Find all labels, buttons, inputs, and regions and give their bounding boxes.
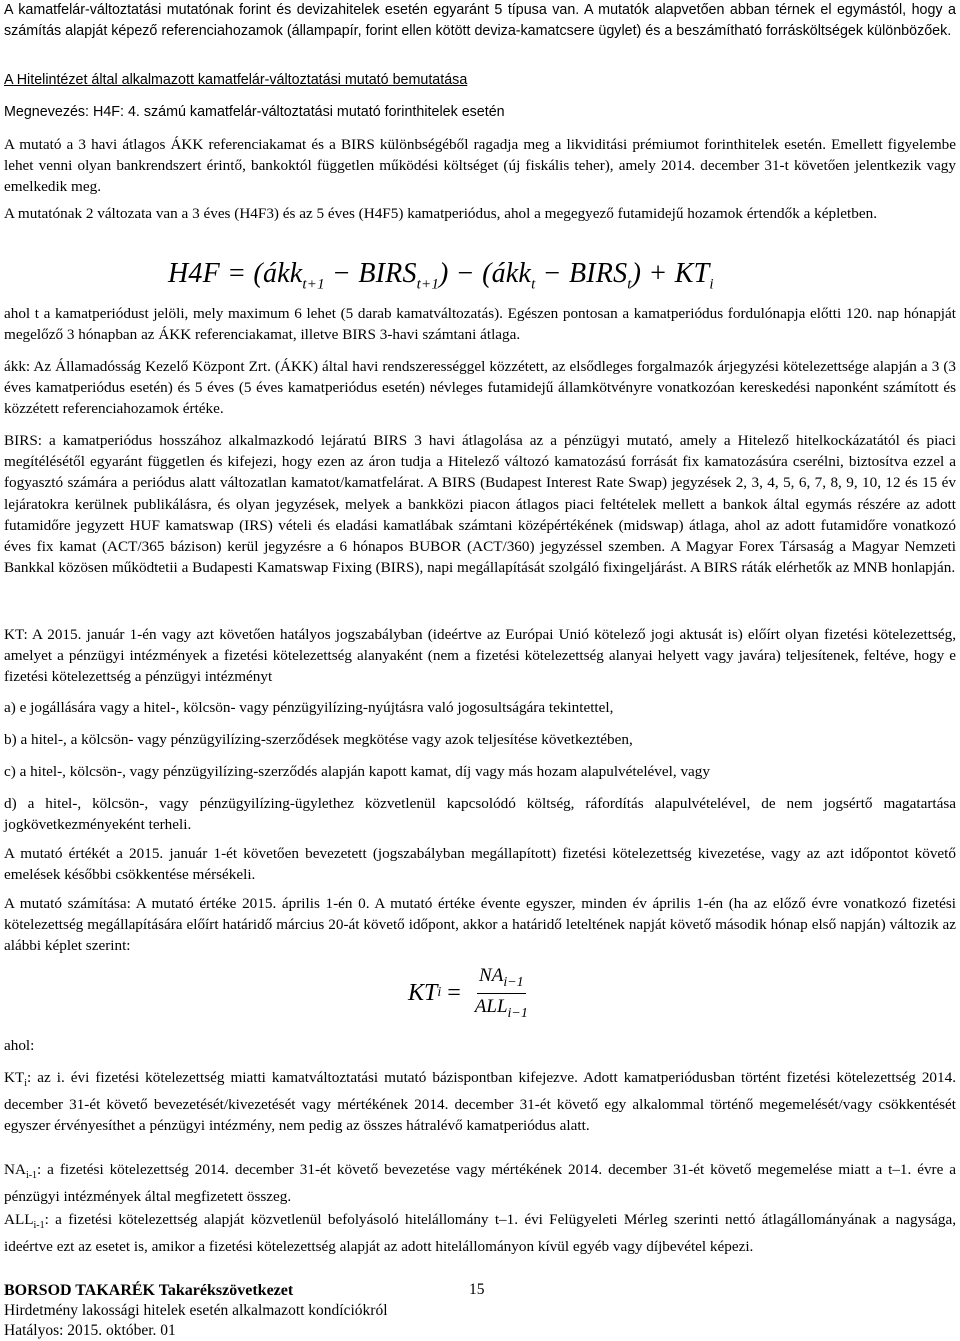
where-label: ahol:	[4, 1037, 35, 1054]
paragraph-period: ahol t a kamatperiódust jelöli, mely maximum 6 lehet (5 darab kamatváltozatás). Egészen pontosan a kamatperiódus fordulónapja előtti 120. nap hónapját megelőző 3 hónapban az ÁKK referenciakamat, illetve BIRS 3-havi számtani átlaga.	[4, 305, 956, 344]
paragraph-akk: ákk: Az Államadósság Kezelő Központ Zrt. (ÁKK) által havi rendszerességgel közzétett, az elsődleges forgalmazók árjegyzési kötelezettsége alapján a 3 (3 éves kamatperiódus esetén) és 5 éves (5 éves kamatperiódus esetén) névleges futamidejű államkötvényre vonatkozóan kereskedési naponként számított és közzétett referenciahozamok értéke.	[4, 358, 956, 418]
kt-formula: KT i = $\frac{NA_{i-1}}{ALL_{i-1}}$	[408, 965, 528, 1021]
list-item-a: a) e jogállására vagy a hitel-, kölcsön- vagy pénzügyilízing-nyújtásra való jogosultságára tekintettel,	[4, 699, 614, 716]
paragraph-variants: A mutatónak 2 változata van a 3 éves (H4F3) és az 5 éves (H4F5) kamatperiódus, ahol a megegyező futamidejű hozamok értendők a képletben.	[4, 205, 877, 222]
paragraph-kt: KT: A 2015. január 1-én vagy azt követően hatályos jogszabályban (ideértve az Európai Unió kötelező jogi aktusát is) előírt olyan fizetési kötelezettség, amelyet a pénzügyi intézmények a fizetési kötelezettség alanyaként (nem a fizetési kötelezettség alanyai helyett vagy javára) teljesítenek, feltéve, hogy e fizetési kötelezettség a pénzügyi intézményt	[4, 626, 956, 686]
list-item-b: b) a hitel-, a kölcsön- vagy pénzügyilízing-szerződések megkötése vagy azok teljesítése következtében,	[4, 731, 633, 748]
kt-fraction: $\frac{NA_{i-1}}{ALL_{i-1}}$	[474, 965, 528, 1021]
footer-company: BORSOD TAKARÉK Takarékszövetkezet	[4, 1282, 294, 1299]
intro-paragraph: A kamatfelár-változtatási mutatónak forint és devizahitelek esetén egyaránt 5 típusa van. A mutatók alapvetően abban térnek el egymástól, hogy a számítás alapját képező referenciahozamok (állampapír, forint ellen kötött deviza-kamatcsere ügylet) és a beszámítható forrásköltségek különbözőek.	[4, 2, 956, 40]
definition-kt: $KT_i$: az i. évi fizetési kötelezettség miatti kamatváltoztatási mutató bázispontban kifejezve. Adott kamatperiódusban történt fizetési kötelezettség 2014. december 31-ét követő bevezetését/kivezetését vagy mértékének 2014. december 31-ét követő egy alkalommal történő megemelését/vagy csökkentését egyszer érvényesíthet a pénzügyi intézmény, nem pedig az összes hátralévő kamatperiódus alatt.	[4, 1069, 956, 1135]
list-item-d: d) a hitel-, kölcsön-, vagy pénzügyilízing-ügylethez közvetlenül kapcsolódó költség, ráfordítás alapulvételével, de nem jogsértő magatartása jogkövetkezményeként terheli.	[4, 795, 956, 834]
definition-all: $ALL_{i-1}$: a fizetési kötelezettség alapját közvetlenül befolyásoló hitelállomány t–1. évi Felügyeleti Mérleg szerinti nettó átlagállományának a nagysága, ideértve ezt az esetet is, amikor a fizetési kötelezettség alapját az adott hitelállományon kívül egyéb vagy díjbevétel képezi.	[4, 1211, 956, 1256]
section-heading: A Hitelintézet által alkalmazott kamatfelár-változtatási mutató bemutatása	[4, 72, 468, 88]
indicator-name: Megnevezés: H4F: 4. számú kamatfelár-változtatási mutató forinthitelek esetén	[4, 104, 505, 120]
footer-document-title: Hirdetmény lakossági hitelek esetén alkalmazott kondíciókról	[4, 1302, 388, 1319]
paragraph-calculation: A mutató számítása: A mutató értéke 2015. április 1-én 0. A mutató értéke évente egyszer, minden év április 1-én (ha az előző évre vonatkozó fizetési kötelezettség megállapítására előírt határidő március 20-át követő időpont, akkor a határidő leteltének napját követő második hónap első napján) változik az alábbi képlet szerint:	[4, 895, 956, 955]
definition-na: $NA_{i-1}$: a fizetési kötelezettség 2014. december 31-ét követő bevezetése vagy mértékének 2014. december 31-ét követő megemelése miatt a t–1. évre a pénzügyi intézmények által megfizetett összeg.	[4, 1161, 956, 1206]
page-number: 15	[469, 1281, 485, 1298]
h4f-formula: H4F = (ákk$_{t+1}$ − $BIRS_{t+1}$) − (ákk$_t$ − $BIRS_t) + KT_i$	[168, 258, 714, 293]
footer-effective-date: Hatályos: 2015. október. 01	[4, 1322, 176, 1339]
list-item-c: c) a hitel-, kölcsön-, vagy pénzügyilízing-szerződés alapján kapott kamat, díj vagy más hozam alapulvételével, vagy	[4, 763, 710, 780]
paragraph-reduction: A mutató értékét a 2015. január 1-ét követően bevezetett (jogszabályban megállapított) fizetési kötelezettség kivezetése, vagy az azt időpontot követő emelések későbbi csökkentése mérsékeli.	[4, 845, 956, 884]
paragraph-liquidity: A mutató a 3 havi átlagos ÁKK referenciakamat és a BIRS különbségéből ragadja meg a likviditási prémiumot forinthitelek esetén. Emellett figyelembe lehet venni olyan bankrendszert érintő, bankoktól független működési költséget (új fiskális teher), amely 2014. december 31-t követően jelentkezik vagy emelkedik meg.	[4, 136, 956, 196]
paragraph-birs: BIRS: a kamatperiódus hosszához alkalmazkodó lejáratú BIRS 3 havi átlagolása az a pénzügyi mutató, amely a Hitelező hitelkockázatától és piaci megítélésétől egyaránt független és kifejezi, hogy ezen az áron tudja a Hitelező változó kamatozású forrását fix kamatozásúra cserélni, biztosítva ezzel a fogyasztó számára a periódus alatt változatlan kamatot/kamatfelárat. A BIRS (Budapest Interest Rate Swap) jegyzések 2, 3, 4, 5, 6, 7, 8, 9, 10, 12 és 15 év lejáratokra kerülnek publikálásra, és olyan jegyzések, melyek a bankközi piacon átlagos piaci feltételek mellett a bankok által egymás részére az adott futamidőre jegyzett HUF kamatswap (IRS) vételi és eladási kamatlábak számtani középértékének (midswap) átlaga, ahol az adott futamidőre vonatkozó éves fix kamat (ACT/365 bázison) kerül jegyzésre a 6 hónapos BUBOR (ACT/360) jegyzéssel szemben. A Magyar Forex Társaság a Magyar Nemzeti Bankkal közösen működtetii a Budapesti Kamatswap Fixing (BIRS), napi megállapítását szolgáló fixingeljárást. A BIRS ráták elérhetők az MNB honlapján.	[4, 432, 956, 577]
